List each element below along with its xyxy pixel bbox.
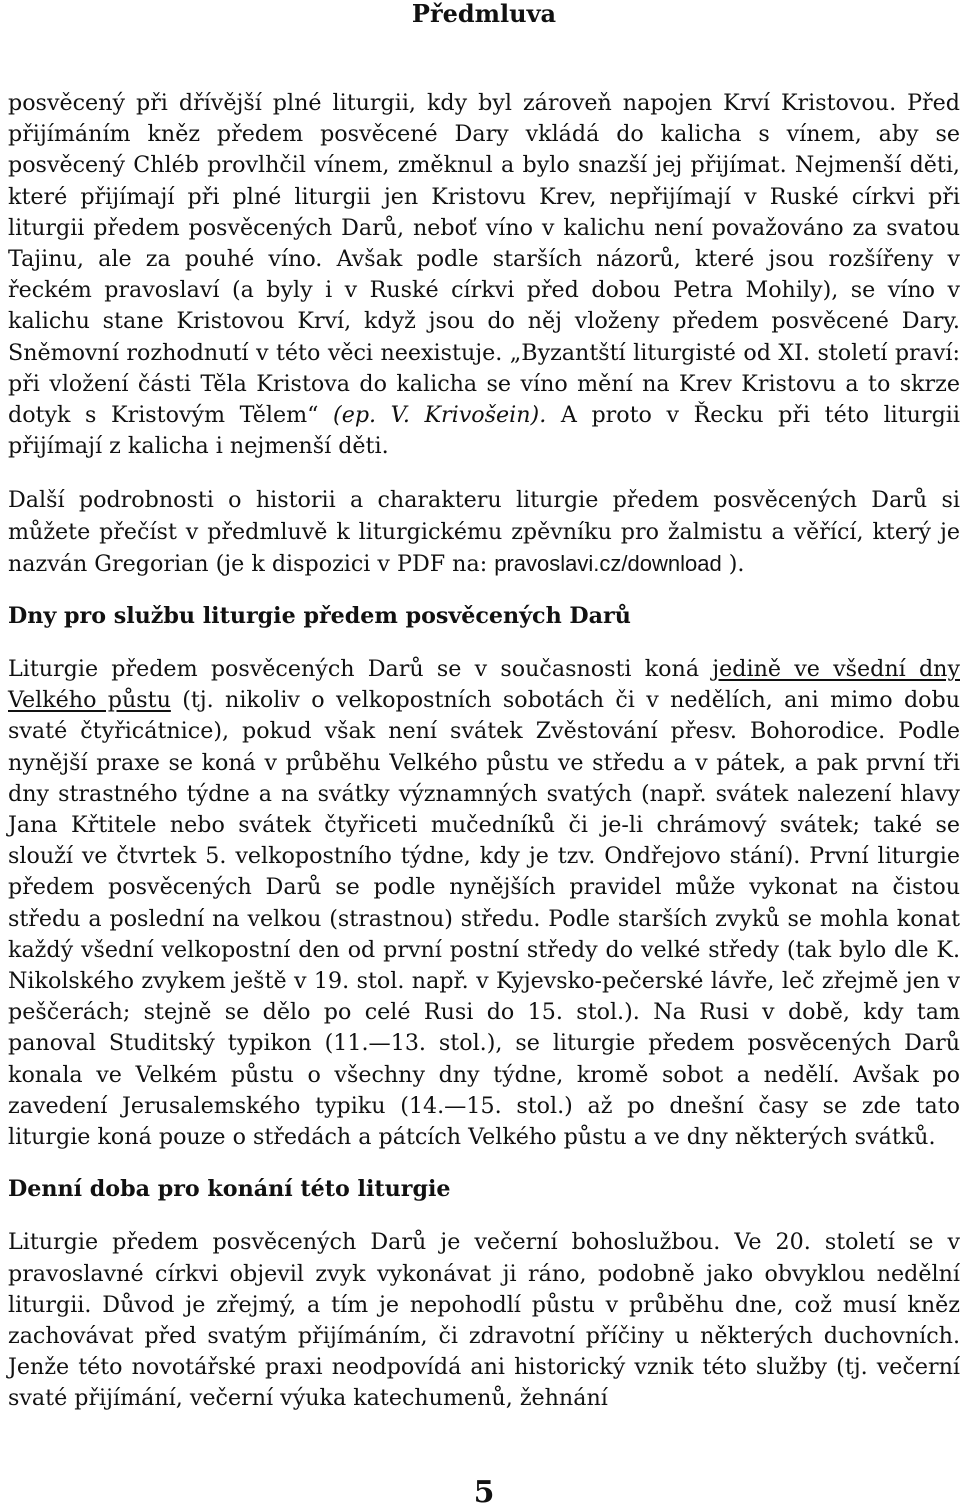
paragraph-continuation	[8, 88, 960, 462]
citation: (ep. V. Krivošein).	[318, 402, 547, 429]
paragraph-text: posvěcený při dřívější plné liturgii, kdy byl zároveň napojen Krví Kristovou. Před přijímáním kněz předem posvěcené Dary vkládá do kalicha s vínem, aby se posvěcený Chléb provlhčil vínem, změknul a bylo snazší jej přijímat. Nejmenší děti, které přijímají při plné liturgii jen Kristovu Krev, nepřijímají v Ruské církvi při liturgii předem posvěcených Darů, neboť víno v kalichu není považováno za svatou Tajinu, ale za pouhé víno. Avšak podle starších názorů, které jsou rozšířeny v řeckém pravoslaví (a byly i v Ruské církvi před dobou Petra Mohily), se víno v kalichu stane Kristovou Krví, když jsou do něj vloženy předem posvěcené Dary. Sněmovní rozhodnutí v této věci neexistuje. „Byzantští liturgisté od XI. století praví: při vložení části Těla Kristova do kalicha se víno mění na Krev Kristovu a to skrze dotyk s Kristovým Tělem“	[8, 90, 960, 429]
paragraph-text-end: ).	[721, 550, 745, 577]
paragraph-intro: Liturgie předem posvěcených Darů se v současnosti koná	[8, 656, 713, 683]
body-text	[8, 88, 960, 1415]
paragraph-text-end: A proto v Řecku při této liturgii přijímají z kalicha i nejmenší děti.	[8, 402, 960, 460]
download-link[interactable]: pravoslavi.cz/download	[494, 550, 722, 576]
underlined-phrase: jedině ve všední dny Velkého půstu	[8, 656, 960, 714]
section-heading-days: Dny pro službu liturgie předem posvěcených Darů	[8, 603, 631, 630]
paragraph-text: Další podrobnosti o historii a charakteru liturgie předem posvěcených Darů si můžete přečíst v předmluvě k liturgickému zpěvníku pro žalmistu a věřící, který je nazván Gregorian (je k dispozici v PDF na:	[8, 487, 960, 577]
section-heading-time: Denní doba pro konání této liturgie	[8, 1176, 451, 1203]
paragraph-further-details	[8, 485, 960, 580]
paragraph-days	[8, 654, 960, 1153]
page-number: 5	[473, 1475, 495, 1510]
paragraph-time: Liturgie předem posvěcených Darů je večerní bohoslužbou. Ve 20. století se v pravoslavné církvi objevil zvyk vykonávat ji ráno, podobně jako obvyklou nedělní liturgii. Důvod je zřejmý, a tím je nepohodlí půstu v průběhu dne, což musí kněz zachovávat před svatým přijímáním, či zdravotní příčiny u některých duchovních. Jenže této novotářské praxi neodpovídá ani historický vznik této služby (tj. večerní svaté přijímání, večerní výuka katechumenů, žehnání	[8, 1229, 960, 1412]
running-title: Předmluva	[411, 0, 557, 28]
paragraph-text: (tj. nikoliv o velkopostních sobotách či v nedělích, ani mimo dobu svaté čtyřicátnice), pokud však není svátek Zvěstování přesv. Bohorodice. Podle nynější praxe se koná v průběhu Velkého půstu ve středu a v pátek, a pak první tři dny strastného týdne a na svátky významných svatých (např. svátek nalezení hlavy Jana Křtitele nebo svátek čtyřiceti mučedníků či je-li chrámový svátek; také se slouží ve čtvrtek 5. velkopostního týdne, kdy je tzv. Ondřejovo stání). První liturgie předem posvěcených Darů se podle nynějších pravidel může vykonat na čistou středu a poslední na velkou (strastnou) středu. Podle starších zvyků se mohla konat každý všední velkopostní den od první postní středy do velké středy (tak bylo dle K. Nikolského zvykem ještě v 19. stol. např. v Kyjevsko-pečerské lávře, leč zřejmě jen v peščerách; stejně se dělo po celé Rusi do 15. stol.). Na Rusi v době, kdy tam panoval Studitský typikon (11.—13. stol.), se liturgie předem posvěcených Darů konala ve Velkém půstu o všechny dny týdne, kromě sobot a nedělí. Avšak po zavedení Jerusalemského typiku (14.—15. stol.) až po dnešní časy se zde tato liturgie koná pouze o středách a pátcích Velkého půstu a ve dny některých svátků.	[8, 687, 960, 1151]
document-page	[8, 0, 960, 1511]
